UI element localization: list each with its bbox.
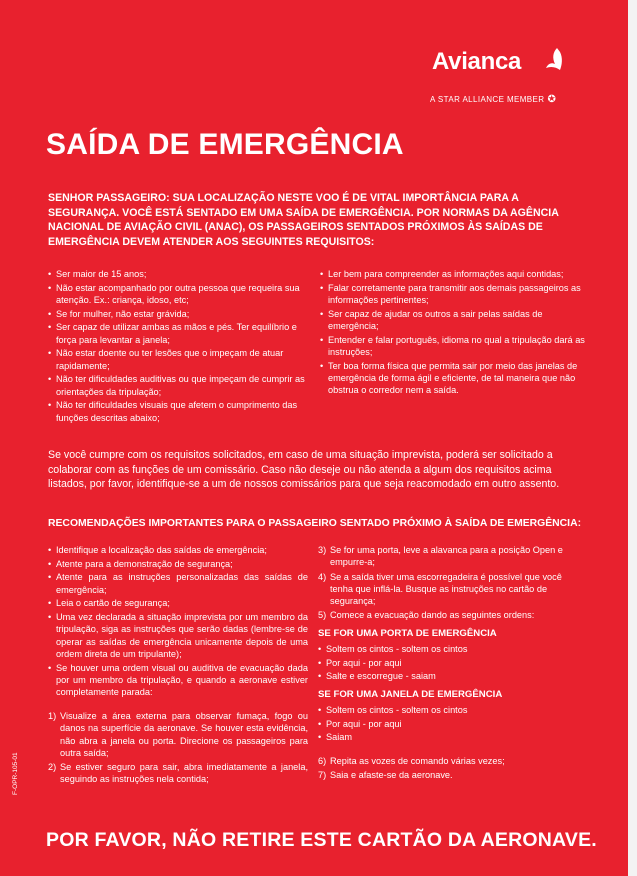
instruction-paragraph: Se você cumpre com os requisitos solicitados, em caso de uma situação imprevista, poderá ser solicitado a colaborar com as funções de um comissário. Caso não deseje ou não atenda a algum dos requisitos acima listados, por favor, identifique-se a um de nossos comissários para que seja reacomodado em outro assento.: [48, 449, 560, 491]
card-code: F-OPR-105-01: [12, 752, 19, 795]
step-number: 7): [318, 770, 327, 781]
list-item: • Falar corretamente para transmitir aos demais passageiros as informações pertinentes;: [320, 282, 586, 307]
step-text: Saia e afaste-se da aeronave.: [330, 770, 453, 781]
step-number: 6): [318, 756, 327, 767]
step-item: [318, 769, 582, 781]
list-item: • Não ter dificuldades auditivas ou que impeçam de cumprir as orientações da tripulação;: [48, 373, 314, 398]
list-item: • Uma vez declarada a situação imprevista por um membro da tripulação, siga as instruções que serão dadas (lembre-se de operar as saídas de emergência unicamente depois de uma ordem direta de um tripulante);: [48, 611, 308, 660]
step-text: Se for uma porta, leve a alavanca para a posição Open e empurre-a;: [330, 545, 563, 568]
list-item: • Se for mulher, não estar grávida;: [48, 308, 314, 320]
step-number: 3): [318, 545, 327, 555]
list-item: • Não estar doente ou ter lesões que o impeçam de atuar rapidamente;: [48, 347, 314, 372]
star-alliance-icon: ✪: [547, 94, 557, 105]
step-item: [318, 571, 582, 608]
command-item: • Por aqui - por aqui: [318, 718, 582, 730]
command-item: • Soltem os cintos - soltem os cintos: [318, 643, 582, 655]
step-number: 5): [318, 610, 327, 621]
logo-brand: Avianca: [432, 48, 522, 75]
intro-text: SENHOR PASSAGEIRO: SUA LOCALIZAÇÃO NESTE VOO É DE VITAL IMPORTÂNCIA PARA A SEGURANÇA. VOCÊ ESTÁ SENTADO EM UMA SAÍDA DE EMERGÊNCIA. POR NORMAS DA AGÊNCIA NACIONAL DE AVIAÇÃO CIVIL (ANAC), OS PASSAGEIROS SENTADOS PRÓXIMOS ÀS SAÍDAS DE EMERGÊNCIA DEVEM ATENDER AOS SEGUINTES REQUISITOS:: [48, 192, 559, 248]
step-text: Repita as vozes de comando várias vezes;: [330, 756, 505, 767]
step-item: [318, 544, 582, 569]
step-item: [48, 710, 308, 759]
command-item: • Saiam: [318, 731, 582, 743]
list-item: • Leia o cartão de segurança;: [48, 597, 308, 609]
step-item: [318, 609, 582, 621]
step-number: 1): [48, 710, 57, 721]
step-text: Se a saída tiver uma escorregadeira é possível que você tenha que inflá-la. Busque as instruções no cartão de segurança;: [330, 571, 562, 607]
list-item: • Ser maior de 15 anos;: [48, 268, 314, 280]
window-heading: SE FOR UMA JANELA DE EMERGÊNCIA: [318, 688, 503, 700]
list-item: • Atente para a demonstração de segurança;: [48, 558, 308, 570]
bird-icon: [544, 46, 570, 77]
recommendations-heading: RECOMENDAÇÕES IMPORTANTES PARA O PASSAGEIRO SENTADO PRÓXIMO À SAÍDA DE EMERGÊNCIA:: [48, 518, 582, 529]
list-item: • Não estar acompanhado por outra pessoa que requeira sua atenção. Ex.: criança, idoso, etc;: [48, 282, 314, 307]
step-number: 2): [48, 762, 57, 773]
list-item: • Atente para as instruções personalizadas das saídas de emergência;: [48, 571, 308, 596]
footer-warning: POR FAVOR, NÃO RETIRE ESTE CARTÃO DA AERONAVE.: [46, 829, 597, 851]
step-item: [318, 755, 582, 767]
list-item: • Ser capaz de utilizar ambas as mãos e pés. Ter equilíbrio e força para levantar a janela;: [48, 321, 314, 346]
list-item: • Ler bem para compreender as informações aqui contidas;: [320, 268, 586, 280]
list-item: • Identifique a localização das saídas de emergência;: [48, 544, 308, 556]
logo-tagline: A STAR ALLIANCE MEMBER: [430, 95, 545, 104]
recommendations-left: [48, 544, 308, 788]
step-text: Comece a evacuação dando as seguintes ordens:: [330, 610, 535, 621]
avianca-logo: [430, 48, 582, 105]
step-text: Se estiver seguro para sair, abra imediatamente a janela, seguindo as instruções nela contida;: [60, 762, 308, 785]
list-item: • Ser capaz de ajudar os outros a sair pelas saídas de emergência;: [320, 308, 586, 333]
page-title: SAÍDA DE EMERGÊNCIA: [46, 128, 404, 161]
list-item: • Se houver uma ordem visual ou auditiva de evacuação dada por um membro da tripulação, e quando a aeronave estiver completamente parada:: [48, 662, 308, 699]
requirements-right: [320, 268, 586, 398]
door-heading: SE FOR UMA PORTA DE EMERGÊNCIA: [318, 627, 497, 639]
command-item: • Soltem os cintos - soltem os cintos: [318, 704, 582, 716]
list-item: • Entender e falar português, idioma no qual a tripulação dará as instruções;: [320, 334, 586, 359]
list-item: • Ter boa forma física que permita sair por meio das janelas de emergência de forma ágil e eficiente, de tal maneira que não obstrua o corredor nem a saída.: [320, 360, 586, 397]
recommendations-right: [318, 544, 582, 784]
list-item: • Não ter dificuldades visuais que afetem o cumprimento das funções descritas abaixo;: [48, 399, 314, 424]
requirements-left: [48, 268, 314, 425]
step-text: Visualize a área externa para observar fumaça, fogo ou danos na superfície da aeronave. Se houver esta evidência, não abra a janela ou porta. Direcione os passageiros para outra saída;: [60, 710, 308, 758]
command-item: • Por aqui - por aqui: [318, 657, 582, 669]
command-item: • Salte e escorregue - saiam: [318, 670, 582, 682]
page-edge: [628, 0, 637, 876]
step-number: 4): [318, 571, 327, 582]
step-item: [48, 761, 308, 786]
